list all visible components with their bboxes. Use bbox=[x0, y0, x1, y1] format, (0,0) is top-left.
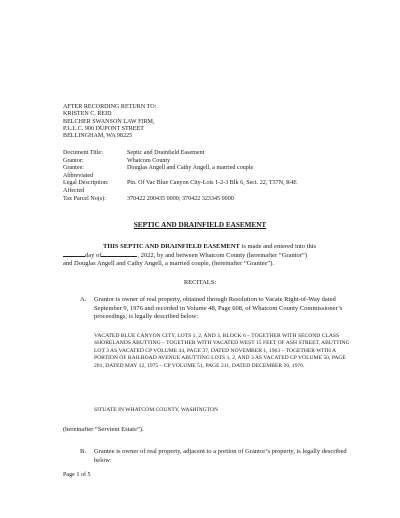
intro-text: is made and entered into this bbox=[239, 243, 317, 250]
meta-value: Douglas Angell and Cathy Angell, a married couple bbox=[127, 165, 254, 172]
recording-metadata bbox=[63, 150, 297, 203]
item-letter: B. bbox=[80, 448, 86, 455]
intro-paragraph bbox=[63, 243, 353, 269]
intro-text: , 2022, by and between Whatcom County (hereinafter “Grantor”) bbox=[137, 251, 307, 259]
recital-item bbox=[80, 296, 350, 322]
meta-label: Tax Parcel No(s): bbox=[63, 195, 106, 202]
meta-label: Abbreviated bbox=[63, 172, 94, 179]
meta-label: Legal Description: bbox=[63, 180, 109, 187]
meta-row bbox=[63, 188, 297, 196]
return-line: BELLINGHAM, WA 98225 bbox=[63, 133, 133, 140]
recital-item bbox=[80, 448, 350, 465]
meta-label: Document Title: bbox=[63, 150, 103, 156]
date-blank bbox=[63, 256, 85, 257]
legal-description: VACATED BLUE CANYON CITY, LOTS 1, 2, AND 3, BLOCK 6 – TOGETHER WITH SECOND CLASS SHORELANDS ABUTTING – TOGETHER WITH VACATED WEST 15 FEET OF ASH STREET, ABUTTING LOT 3 AS VACATED CP VOLUME 44, PAGE 37, DATED NOVEMBER 1, 1963 – TOGETHER WITH A PORTION OF RAILROAD AVENUE ABUTTING LOTS 1, 2, AND 3 AS VACATED CP VOLUME 50, PAGE 201, DATED MAY 12, 1975 – CP VOLUME 51, PAGE 211, DATED DECEMBER 20, 1976. bbox=[94, 333, 350, 369]
meta-row bbox=[63, 158, 297, 166]
meta-row bbox=[63, 180, 297, 188]
meta-label: Grantor: bbox=[63, 157, 84, 164]
intro-text: day of bbox=[85, 251, 102, 259]
item-text: Grantor is owner of real property, obtained through Resolution to Vacate Right-of-Way dated September 9, 1976 and recorded in Volume 48, Page 608, of Whatcom County Commissioner’s proceedings, is legally described below: bbox=[94, 296, 343, 321]
intro-bold: THIS SEPTIC AND DRAINFIELD EASEMENT bbox=[103, 243, 240, 250]
meta-value: Whatcom County bbox=[127, 157, 171, 164]
return-line: BELCHER SWANSON LAW FIRM, bbox=[63, 118, 155, 125]
servient-estate-note: (hereinafter “Servient Estate”). bbox=[63, 426, 144, 433]
meta-value: 370422 200435 0000; 370422 323345 0000 bbox=[127, 195, 234, 202]
meta-label: Affected bbox=[63, 187, 85, 194]
return-line: P.L.L.C. 900 DUPONT STREET bbox=[63, 125, 144, 132]
item-text: Grantee is owner of real property, adjacent to a portion of Grantor’s property, is legally described below: bbox=[94, 448, 347, 464]
return-line: AFTER RECORDING RETURN TO: bbox=[63, 104, 157, 110]
meta-label: Grantee: bbox=[63, 165, 84, 172]
meta-value: Septic and Drainfield Easement bbox=[127, 150, 205, 156]
return-line: KRISTEN C. REID bbox=[63, 111, 112, 118]
return-address-block bbox=[63, 104, 156, 140]
month-blank bbox=[101, 256, 137, 257]
intro-text: and Douglas Angell and Cathy Angell, a married couple, (hereinafter “Grantee”). bbox=[63, 260, 274, 268]
recitals-heading: RECITALS: bbox=[183, 279, 217, 286]
document-title: SEPTIC AND DRAINFIELD EASEMENT bbox=[133, 221, 267, 229]
meta-value: Ptn. Of Vac Blue Canyon City-Lots 1-2-3 Blk 6, Sect. 22, T37N, R4E bbox=[127, 180, 297, 187]
meta-row bbox=[63, 196, 297, 204]
meta-row bbox=[63, 150, 297, 158]
situate-line: SITUATE IN WHATCOM COUNTY, WASHINGTON bbox=[94, 407, 219, 413]
meta-row bbox=[63, 165, 297, 173]
page-number: Page 1 of 5 bbox=[63, 472, 91, 478]
item-letter: A. bbox=[80, 296, 87, 303]
